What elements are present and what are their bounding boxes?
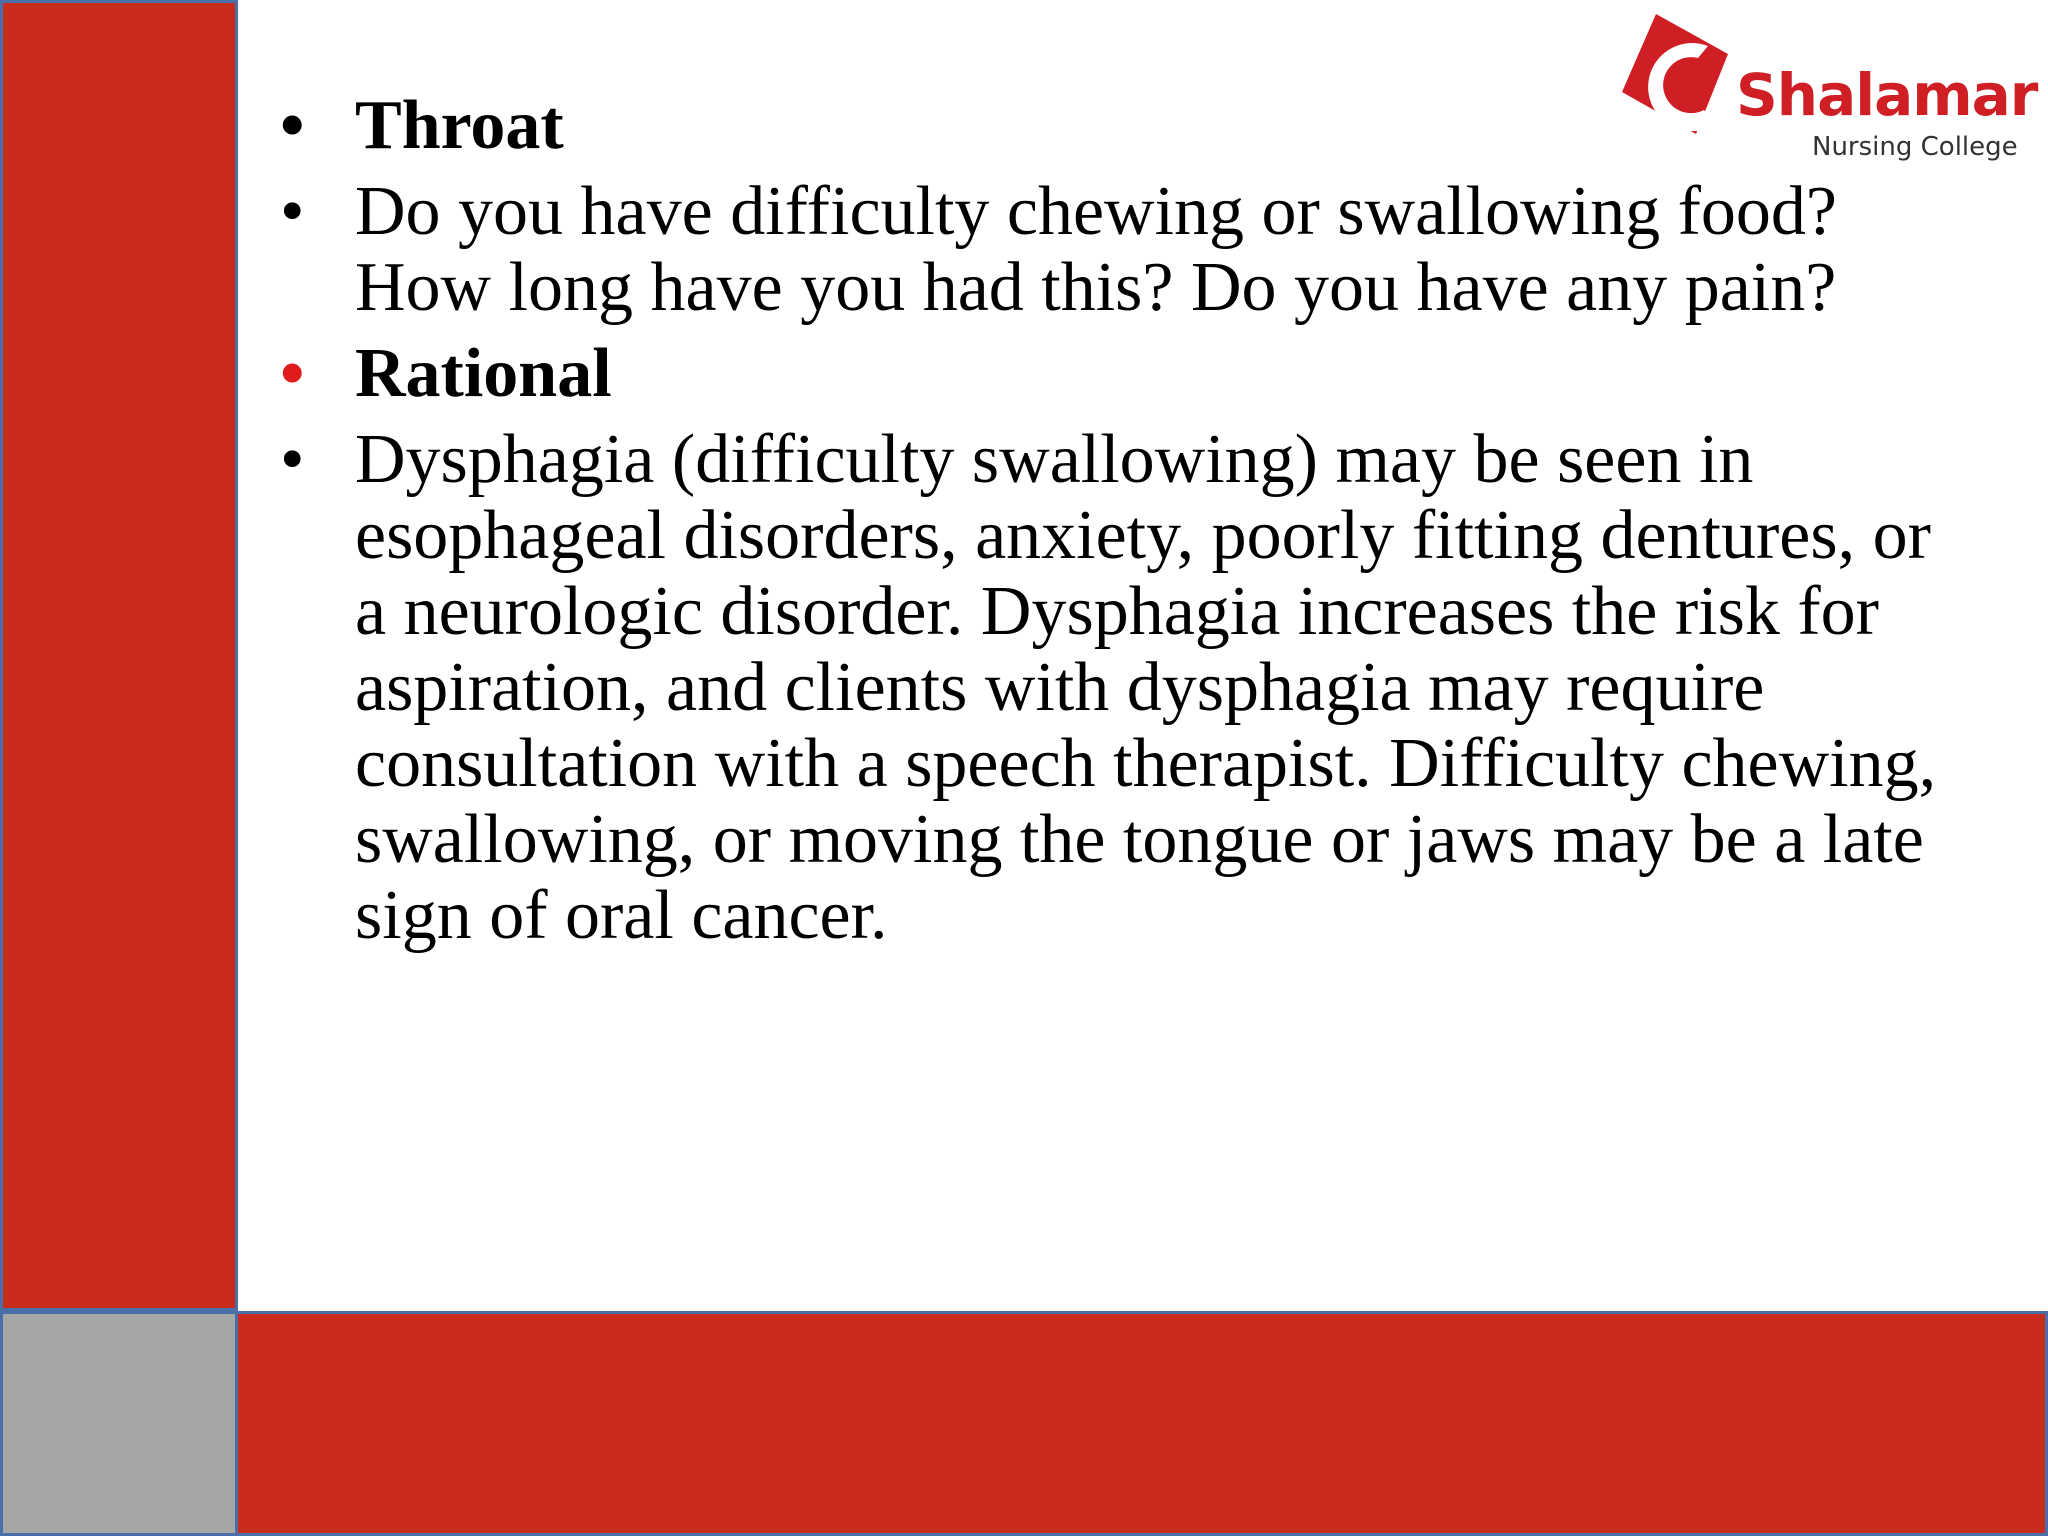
bullet-dot-icon: • [280,87,305,164]
bottom-red-band [238,1311,2048,1536]
slide-content [270,88,1970,964]
bullet-rational-heading [270,336,1970,412]
bullet-question [270,174,1970,326]
bullet-dot-icon: • [280,173,305,250]
bullet-list [270,88,1970,954]
bullet-dot-icon: • [280,335,305,412]
bullet-dot-icon: • [280,421,305,498]
logo-name: Shalamar [1736,61,2038,129]
logo-subtitle: Nursing College [1812,132,2018,162]
bullet-text: Rational [355,335,612,412]
bullet-rational-body [270,422,1970,954]
bullet-text: Do you have difficulty chewing or swallowing food? How long have you had this? Do you have any pain? [355,173,1837,326]
bullet-throat-heading [270,88,1970,164]
corner-grey-box [0,1311,238,1536]
bullet-text: Dysphagia (difficulty swallowing) may be seen in esophageal disorders, anxiety, poorly fitting dentures, or a neurologic disorder. Dysphagia increases the risk for aspiration, and clients with dysphagia may require consultation with a speech therapist. Difficulty chewing, swallowing, or moving the tongue or jaws may be a late sign of oral cancer. [355,421,1937,954]
bullet-text: Throat [355,87,564,164]
left-red-band [0,0,238,1311]
